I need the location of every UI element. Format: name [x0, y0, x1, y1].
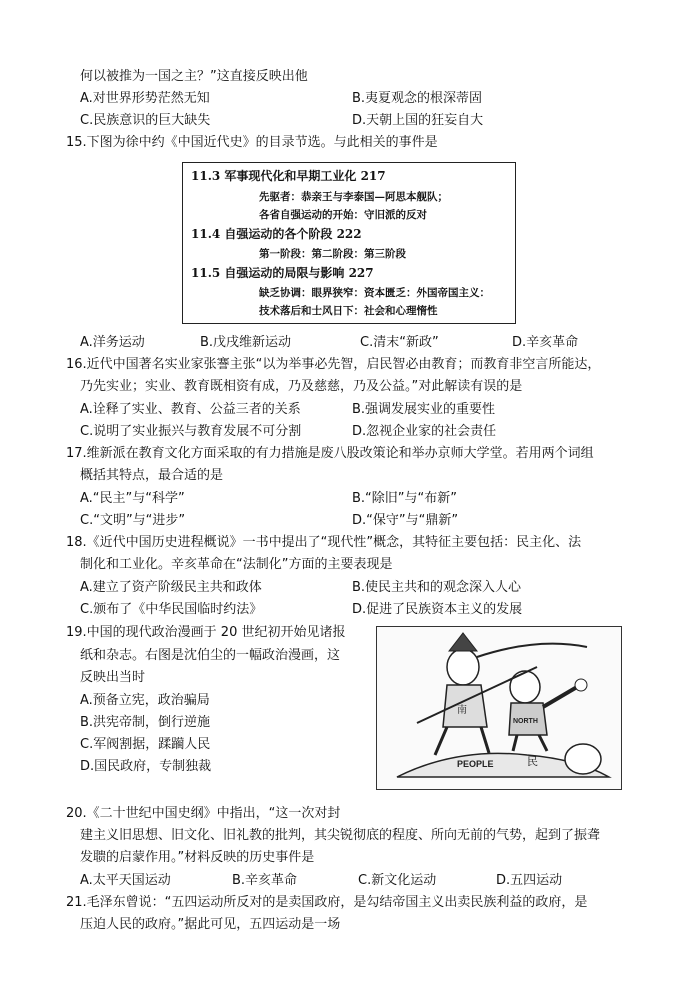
- q17-option-d[interactable]: D.“保守”与“鼎新”: [352, 513, 459, 528]
- q16-option-b[interactable]: B.强调发展实业的重要性: [352, 402, 496, 417]
- q19-stem-cont: 纸和杂志。右图是沈伯尘的一幅政治漫画，这: [80, 648, 341, 663]
- toc-line: 缺乏协调：眼界狭窄：资本匮乏：外国帝国主义：: [259, 287, 490, 299]
- q18-stem: 18.《近代中国历史进程概说》一书中提出了“现代性”概念，其特征主要包括：民主化、法: [66, 535, 582, 550]
- q18-option-d[interactable]: D.促进了民族资本主义的发展: [352, 602, 523, 617]
- q20-stem-cont: 发聩的启蒙作用。”材料反映的历史事件是: [80, 850, 315, 865]
- toc-heading-11-5: 11.5 自强运动的局限与影响 227: [191, 266, 374, 280]
- toc-heading-11-4: 11.4 自强运动的各个阶段 222: [191, 227, 362, 241]
- q19-option-a[interactable]: A.预备立宪，政治骗局: [80, 693, 210, 708]
- q15-toc-figure: [182, 162, 516, 324]
- q16-stem-cont: 乃先实业；实业、教育既相资有成，乃及慈慈，乃及公益。”对此解读有误的是: [80, 379, 523, 394]
- cartoon-label-north: NORTH: [513, 718, 538, 725]
- political-cartoon-image: [376, 626, 622, 790]
- q15-option-a[interactable]: A.洋务运动: [80, 335, 145, 350]
- q19-stem-cont: 反映出当时: [80, 670, 146, 685]
- q15-option-b[interactable]: B.戊戌维新运动: [200, 335, 292, 350]
- q19-stem: 19.中国的现代政治漫画于 20 世纪初开始见诸报: [66, 625, 346, 640]
- q14-option-a[interactable]: A.对世界形势茫然无知: [80, 91, 210, 106]
- cartoon-label-ground: 民: [527, 756, 538, 768]
- q16-option-a[interactable]: A.诠释了实业、教育、公益三者的关系: [80, 402, 301, 417]
- q17-option-a[interactable]: A.“民主”与“科学”: [80, 491, 185, 506]
- q18-stem-cont: 制化和工业化。辛亥革命在“法制化”方面的主要表现是: [80, 557, 393, 572]
- toc-heading-11-3: 11.3 军事现代化和早期工业化 217: [191, 169, 386, 183]
- q19-option-b[interactable]: B.洪宪帝制，倒行逆施: [80, 715, 211, 730]
- q20-stem: 20.《二十世纪中国史纲》中指出，“这一次对封: [66, 806, 341, 821]
- toc-line: 技术落后和士风日下：社会和心理惰性: [259, 305, 438, 317]
- q17-stem-cont: 概括其特点，最合适的是: [80, 468, 224, 483]
- q15-option-c[interactable]: C.清末“新政”: [360, 335, 439, 350]
- q16-option-c[interactable]: C.说明了实业振兴与教育发展不可分割: [80, 424, 302, 439]
- toc-line: 第一阶段：第二阶段：第三阶段: [259, 248, 406, 260]
- q16-stem: 16.近代中国著名实业家张謇主张“以为举事必先智，启民智必由教育；而教育非空言所能达，: [66, 357, 601, 372]
- q18-option-a[interactable]: A.建立了资产阶级民主共和政体: [80, 580, 262, 595]
- q21-stem: 21.毛泽东曾说：“五四运动所反对的是卖国政府，是勾结帝国主义出卖民族利益的政府，是: [66, 895, 588, 910]
- q20-option-b[interactable]: B.辛亥革命: [232, 873, 298, 888]
- cartoon-label-south: 南: [457, 705, 467, 716]
- q20-stem-cont: 建主义旧思想、旧文化、旧礼教的批判，其尖锐彻底的程度、所向无前的气势，起到了振聋: [80, 828, 601, 843]
- q21-stem-cont: 压迫人民的政府。”据此可见，五四运动是一场: [80, 917, 341, 932]
- q20-option-d[interactable]: D.五四运动: [496, 873, 563, 888]
- q20-option-c[interactable]: C.新文化运动: [358, 873, 437, 888]
- q17-option-c[interactable]: C.“文明”与“进步”: [80, 513, 186, 528]
- q14-option-c[interactable]: C.民族意识的巨大缺失: [80, 113, 211, 128]
- q15-option-d[interactable]: D.辛亥革命: [512, 335, 579, 350]
- q14-option-d[interactable]: D.天朝上国的狂妄自大: [352, 113, 484, 128]
- q15-stem: 15.下图为徐中约《中国近代史》的目录节选。与此相关的事件是: [66, 135, 438, 150]
- q16-option-d[interactable]: D.忽视企业家的社会责任: [352, 424, 497, 439]
- q19-option-c[interactable]: C.军阀割据，蹂躏人民: [80, 737, 211, 752]
- toc-line: 先驱者：恭亲王与李泰国—阿思本舰队；: [259, 191, 448, 203]
- q18-option-c[interactable]: C.颁布了《中华民国临时约法》: [80, 602, 263, 617]
- q19-option-d[interactable]: D.国民政府，专制独裁: [80, 759, 212, 774]
- q17-option-b[interactable]: B.“除旧”与“布新”: [352, 491, 457, 506]
- q18-option-b[interactable]: B.使民主共和的观念深入人心: [352, 580, 522, 595]
- q14-option-b[interactable]: B.夷夏观念的根深蒂固: [352, 91, 483, 106]
- q17-stem: 17.维新派在教育文化方面采取的有力措施是废八股改策论和举办京师大学堂。若用两个词组: [66, 446, 594, 461]
- q20-option-a[interactable]: A.太平天国运动: [80, 873, 171, 888]
- toc-line: 各省自强运动的开始：守旧派的反对: [259, 209, 427, 221]
- cartoon-label-people: PEOPLE: [457, 759, 494, 769]
- q14-stem-tail: 何以被推为一国之主？”这直接反映出他: [80, 69, 308, 84]
